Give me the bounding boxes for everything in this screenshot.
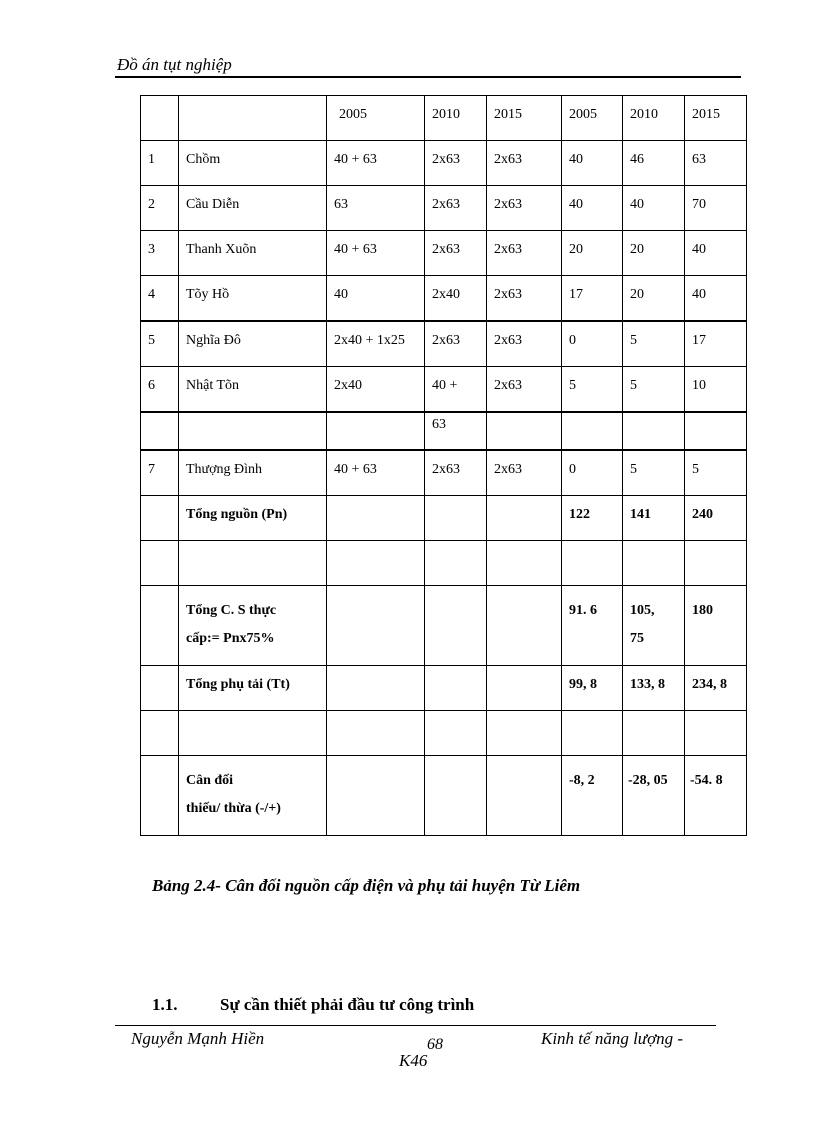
table-cell xyxy=(425,496,487,541)
table-cell: 105, 75 xyxy=(623,586,685,666)
total-load-row xyxy=(141,666,747,711)
empty-row xyxy=(141,711,747,756)
empty-row xyxy=(141,541,747,586)
table-cell: 5 xyxy=(623,367,685,413)
row-index-cell: 3 xyxy=(141,231,179,276)
station-name-cell: Chồm xyxy=(179,141,327,186)
table-cell xyxy=(425,586,487,666)
power-balance-table xyxy=(140,95,747,836)
table-cell: -8, 2 xyxy=(562,756,623,836)
table-cell: 0 xyxy=(562,450,623,496)
table-cell: 2x63 xyxy=(425,141,487,186)
table-cell xyxy=(562,541,623,586)
table-cell: 0 xyxy=(562,321,623,367)
table-cell: 2x63 xyxy=(487,367,562,413)
table-cell: 63 xyxy=(685,141,747,186)
table-cell xyxy=(425,756,487,836)
header-cell: 2005 xyxy=(327,96,425,141)
header-rule xyxy=(115,76,741,78)
footer-department: Kinh tế năng lượng - xyxy=(541,1029,684,1048)
table-cell: 20 xyxy=(623,231,685,276)
table-cell: 40 xyxy=(562,141,623,186)
table-cell: -28, 05 xyxy=(623,756,685,836)
table-cell xyxy=(327,666,425,711)
table-cell xyxy=(487,541,562,586)
table-cell xyxy=(487,496,562,541)
table-cell xyxy=(141,756,179,836)
section-heading xyxy=(152,995,474,1015)
station-name-cell: Thanh Xuõn xyxy=(179,231,327,276)
station-name-cell: Nghĩa Đô xyxy=(179,321,327,367)
table-cell xyxy=(487,412,562,450)
table-cell: 63 xyxy=(327,186,425,231)
table-cell: 2x63 xyxy=(487,450,562,496)
table-cell xyxy=(179,412,327,450)
table-cell: 5 xyxy=(623,321,685,367)
table-row xyxy=(141,141,747,186)
table-cell: 5 xyxy=(623,450,685,496)
table-cell: 2x63 xyxy=(487,186,562,231)
total-source-row xyxy=(141,496,747,541)
table-cell: 2x63 xyxy=(425,321,487,367)
table-cell: 99, 8 xyxy=(562,666,623,711)
table-cell: 2x63 xyxy=(487,141,562,186)
table-cell: 20 xyxy=(623,276,685,322)
table-cell: 234, 8 xyxy=(685,666,747,711)
table-row xyxy=(141,321,747,367)
table-cell xyxy=(327,586,425,666)
row-index-cell: 4 xyxy=(141,276,179,322)
table-cell: 122 xyxy=(562,496,623,541)
table-cell xyxy=(425,541,487,586)
table-row xyxy=(141,186,747,231)
table-cell: 141 xyxy=(623,496,685,541)
table-cell: 40 xyxy=(562,186,623,231)
table-cell xyxy=(141,541,179,586)
page-header-title: Đồ án tụt nghiệp xyxy=(117,55,232,74)
table-cell: 20 xyxy=(562,231,623,276)
station-name-cell: Nhật Tõn xyxy=(179,367,327,413)
table-cell: 40 xyxy=(623,186,685,231)
table-cell: 133, 8 xyxy=(623,666,685,711)
section-title: Sự cần thiết phải đầu tư công trình xyxy=(220,995,475,1014)
page-number: 68 xyxy=(427,1036,443,1053)
table-cell xyxy=(141,666,179,711)
row-index-cell: 6 xyxy=(141,367,179,413)
balance-row xyxy=(141,756,747,836)
table-row xyxy=(141,276,747,322)
table-cell: 240 xyxy=(685,496,747,541)
table-cell: 5 xyxy=(685,450,747,496)
table-cell xyxy=(685,711,747,756)
table-cell xyxy=(327,756,425,836)
table-cell: 40 xyxy=(685,276,747,322)
footer-author: Nguyễn Mạnh Hiền xyxy=(131,1029,265,1048)
table-cell xyxy=(487,756,562,836)
section-number: 1.1. xyxy=(152,995,178,1014)
table-cell: 5 xyxy=(562,367,623,413)
total-supply-row xyxy=(141,586,747,666)
summary-label-cell: Tổng C. S thực cấp:= Pnx75% xyxy=(179,586,327,666)
row-index-cell: 5 xyxy=(141,321,179,367)
table-cell xyxy=(685,412,747,450)
table-cell: -54. 8 xyxy=(685,756,747,836)
table-cell xyxy=(487,711,562,756)
header-cell: 2015 xyxy=(487,96,562,141)
table-cell xyxy=(327,496,425,541)
header-cell: 2010 xyxy=(425,96,487,141)
table-cell: 2x63 xyxy=(487,231,562,276)
table-cell: 2x40 xyxy=(425,276,487,322)
table-cell: 40 xyxy=(685,231,747,276)
table-cell: 40 + 63 xyxy=(327,231,425,276)
table-cell xyxy=(487,586,562,666)
table-cell: 2x40 + 1x25 xyxy=(327,321,425,367)
table-cell xyxy=(623,541,685,586)
table-cell: 180 xyxy=(685,586,747,666)
header-cell: 2005 xyxy=(562,96,623,141)
table-cell xyxy=(327,412,425,450)
table-cell xyxy=(623,711,685,756)
table-cell: 40 + 63 xyxy=(327,450,425,496)
table-cell: 2x63 xyxy=(425,186,487,231)
table-cell: 10 xyxy=(685,367,747,413)
table-cell xyxy=(562,412,623,450)
footer-rule xyxy=(115,1025,716,1026)
table-cell: 2x63 xyxy=(425,231,487,276)
table-cell: 70 xyxy=(685,186,747,231)
table-row xyxy=(141,450,747,496)
table-cell xyxy=(141,711,179,756)
table-cell xyxy=(141,586,179,666)
row-index-cell: 7 xyxy=(141,450,179,496)
table-cell xyxy=(327,541,425,586)
table-row xyxy=(141,367,747,413)
table-cell: 40 xyxy=(327,276,425,322)
header-cell: 2015 xyxy=(685,96,747,141)
row-index-cell: 1 xyxy=(141,141,179,186)
table-cell: 46 xyxy=(623,141,685,186)
table-cell: 17 xyxy=(685,321,747,367)
station-name-cell: Cầu Diễn xyxy=(179,186,327,231)
station-name-cell: Thượng Đình xyxy=(179,450,327,496)
table-cell: 2x63 xyxy=(487,321,562,367)
table-cell xyxy=(425,711,487,756)
table-cell: 40 + xyxy=(425,367,487,413)
table-cell xyxy=(179,711,327,756)
header-cell xyxy=(141,96,179,141)
table-cell: 17 xyxy=(562,276,623,322)
summary-label-cell: Tổng phụ tải (Tt) xyxy=(179,666,327,711)
table-cell xyxy=(327,711,425,756)
table-cell xyxy=(623,412,685,450)
table-cell: 2x40 xyxy=(327,367,425,413)
table-cell: 40 + 63 xyxy=(327,141,425,186)
table-row xyxy=(141,231,747,276)
table-cell xyxy=(179,541,327,586)
summary-label-cell: Cân đối thiếu/ thừa (-/+) xyxy=(179,756,327,836)
table-cell xyxy=(141,412,179,450)
table-cell xyxy=(141,496,179,541)
table-cell: 63 xyxy=(425,412,487,450)
table-cell: 2x63 xyxy=(487,276,562,322)
station-name-cell: Tõy Hồ xyxy=(179,276,327,322)
table-cell: 91. 6 xyxy=(562,586,623,666)
table-cell xyxy=(685,541,747,586)
table-cell: 2x63 xyxy=(425,450,487,496)
table-header-row xyxy=(141,96,747,141)
row-index-cell: 2 xyxy=(141,186,179,231)
footer-department-continued: K46 xyxy=(399,1051,428,1070)
table-caption: Bảng 2.4- Cân đối nguồn cấp điện và phụ tải huyện Từ Liêm xyxy=(152,876,581,895)
summary-label-cell: Tổng nguồn (Pn) xyxy=(179,496,327,541)
header-cell: 2010 xyxy=(623,96,685,141)
table-row-continuation xyxy=(141,412,747,450)
table-cell xyxy=(425,666,487,711)
table-cell xyxy=(562,711,623,756)
table-cell xyxy=(487,666,562,711)
header-cell xyxy=(179,96,327,141)
